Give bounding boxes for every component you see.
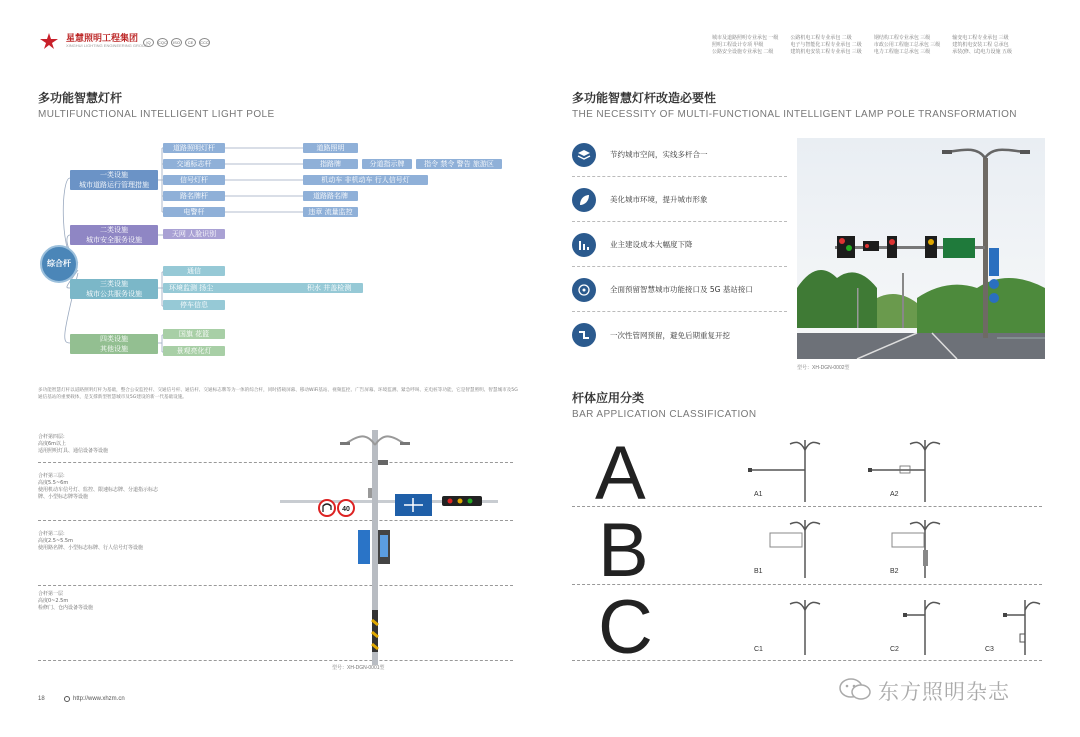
cat3-item-4: 停车信息 [163,300,225,310]
cat1-sub-4: 指令 禁令 警告 旅游区 [416,159,502,169]
cat1-item-2: 交通标志杆 [163,159,225,169]
class-title-block [572,389,756,420]
qualification-item: 输变电工程专业承包 三级 [952,35,1009,41]
pole-label-c3: C3 [985,646,994,653]
mindmap-hub: 综合杆 [40,245,78,283]
layers-icon [572,143,596,167]
cat1-item-4: 路名牌杆 [163,191,225,201]
intro-paragraph: 多功能智慧灯杆以道路照明灯杆为基础，整合公安监控杆、交通信号杆、通信杆、交通标志牌等为一体的综合杆，同时搭载屏幕、移动WiFi基站、视频监控、广告屏幕、环境监测、紧急呼叫、充电桩等功能，它是智慧照明、智慧城市及5G通信基站的重要载体，是支撑新型智慧城市及5G建设的新一代基础设施。 [38,388,518,400]
cat1-sub-2: 指路牌 [303,159,358,169]
qualification-item: 承装(修、试)电力设施 五级 [952,49,1012,55]
company-logo [38,32,148,50]
pipe-icon [572,323,596,347]
page-number: 18 [38,696,45,702]
category-3-node: 三类设施 城市公共服务设施 [70,279,158,299]
chart-down-icon [572,233,596,257]
category-2-node: 二类设施 城市安全服务设施 [70,225,158,245]
left-title-en: MULTIFUNCTIONAL INTELLIGENT LIGHT POLE [38,109,275,120]
qualification-item: 公路机电工程专业承包 二级 [790,35,852,41]
cat3-item-3-label: 积水 井盖检测 [307,284,352,292]
category-1-node: 一类设施 城市道路运行管理措施 [70,170,158,190]
feature-text-4: 全面预留智慧城市功能接口及 5G 基站接口 [610,285,753,294]
layer-2-line-2: 使用路名牌、小型标志标牌、行人信号灯等设施 [38,545,144,551]
qualification-item: 建筑机电安装工程 总承包 [952,42,1009,48]
qualification-item: 电力工程施工总承包 三级 [873,49,931,55]
cert-badge: ISO [171,38,182,47]
qualification-item: 城市及道路照明专业承包 一级 [712,35,779,41]
class-letter-a: A [595,431,646,516]
company-name: 星慧照明工程集团 [66,33,139,43]
certification-icons [143,38,210,47]
watermark-text: 东方照明杂志 [878,680,1010,704]
cat3-item-2 [163,283,363,293]
feature-text-2: 美化城市环境，提升城市形象 [610,195,708,204]
qualification-item: 电子与智能化工程专业承包 二级 [790,42,862,48]
cat2-item-1: 天网 人脸识别 [163,229,225,239]
pole-label-a1: A1 [754,491,763,498]
cat1-sub-5: 机动车 非机动车 行人信号灯 [303,175,428,185]
pole-caption-left: 型号：XH-DGN-0001型 [332,665,385,671]
feature-item-3 [572,223,787,267]
pole-type-illustrations [740,430,1050,660]
layer-3-line-2: 使用机动车信号灯、监控、限速标志牌、分道指示标志 [38,487,159,493]
right-title-en: THE NECESSITY OF MULTI-FUNCTIONAL INTELLIGENT LAMP POLE TRANSFORMATION [572,109,1017,120]
qualification-item: 公路安全设施专业承包 二级 [712,49,774,55]
cert-badge: IQ [143,38,154,47]
qualification-item: 市政公用工程施工总承包 三级 [873,42,941,48]
logo-star-icon [38,32,60,50]
layer-1-line-2: 检修门、仓内设备等设施 [38,605,94,611]
feature-text-5: 一次性管网预留，避免后期重复开挖 [610,330,730,340]
feature-item-1 [572,133,787,177]
display-screen [358,530,370,564]
cat1-item-1: 道路照明灯杆 [163,143,225,153]
qualification-item: 建筑机电安装工程专业承包 三级 [790,49,862,55]
feature-text-3: 业主建设成本大幅度下降 [610,240,693,249]
class-letter-c: C [598,585,653,670]
cat1-sub-1: 道路照明 [303,143,358,153]
qualification-item: 照明工程设计专项 甲级 [712,42,764,48]
speed-limit-value: 40 [342,506,350,513]
category-4-node: 四类设施 其他设施 [70,334,158,354]
cat1-item-5: 电警杆 [163,207,225,217]
website-url[interactable]: http://www.xhzm.cn [73,696,125,702]
wechat-icon [838,677,872,706]
cert-badge: CQC [158,40,167,45]
layer-2-title: 合杆第二层: [38,531,65,537]
feature-item-2 [572,178,787,222]
smart-pole-illustration [280,420,500,665]
right-title-block [572,89,1017,120]
pole-label-b1: B1 [754,568,763,575]
cat3-item-1: 通信 [163,266,225,276]
feature-item-4 [572,268,787,312]
layer-3-line-1: 高度5.5~6m [38,480,69,486]
pole-label-b2: B2 [890,568,899,575]
pole-label-c1: C1 [754,646,763,653]
company-name-en: XINGHUI LIGHTING ENGINEERING GROUP [66,43,148,48]
layer-1-title: 合杆第一层 [38,591,64,597]
feature-item-5 [572,313,787,357]
cat1-sub-7: 违章 流量监控 [303,207,358,217]
left-title-block [38,89,275,120]
right-title-cn: 多功能智慧灯杆改造必要性 [572,91,717,105]
website[interactable] [64,696,125,702]
pole-label-a2: A2 [890,491,899,498]
layer-1-line-1: 高度0~2.5m [38,598,69,604]
left-title-cn: 多功能智慧灯杆 [38,91,123,105]
cert-badge: CE [185,38,196,47]
network-icon [572,278,596,302]
photo-caption: 型号：XH-DGN-0002型 [797,365,850,371]
no-u-turn-sign [319,500,335,516]
class-letter-b: B [598,508,649,593]
globe-icon [64,696,70,702]
cat3-item-2-label: 环境监测 扬尘 [169,284,214,292]
cat1-item-3: 信号灯杆 [163,175,225,185]
cat1-sub-3: 分道指示牌 [362,159,412,169]
cert-badge: CCC [200,40,209,45]
divider [572,660,1042,661]
qualification-item: 钢结构工程专业承包 三级 [873,35,931,41]
watermark [838,676,1010,706]
layer-3-title: 合杆第三层: [38,473,65,479]
qualification-list [712,35,1012,55]
layer-3-line-3: 牌、小型标志牌等设施 [38,494,89,500]
class-title-cn: 杆体应用分类 [572,391,645,405]
cat4-item-1: 国旗 花篮 [163,329,225,339]
cat4-item-2: 景观亮化灯 [163,346,225,356]
leaf-icon [572,188,596,212]
layer-4-line-1: 高度6m以上 [38,441,67,447]
cat1-sub-6: 道路路名牌 [303,191,358,201]
layer-4-title: 合杆第四层: [38,434,65,440]
class-title-en: BAR APPLICATION CLASSIFICATION [572,409,757,420]
layer-2-line-1: 高度2.5~5.5m [38,538,73,544]
speed-limit-sign [338,500,354,516]
street-photo [797,138,1045,359]
layer-4-line-2: 适用照明灯具、通信设备等设施 [38,448,109,454]
pole-label-c2: C2 [890,646,899,653]
feature-text-1: 节约城市空间，实线多杆合一 [610,150,708,159]
